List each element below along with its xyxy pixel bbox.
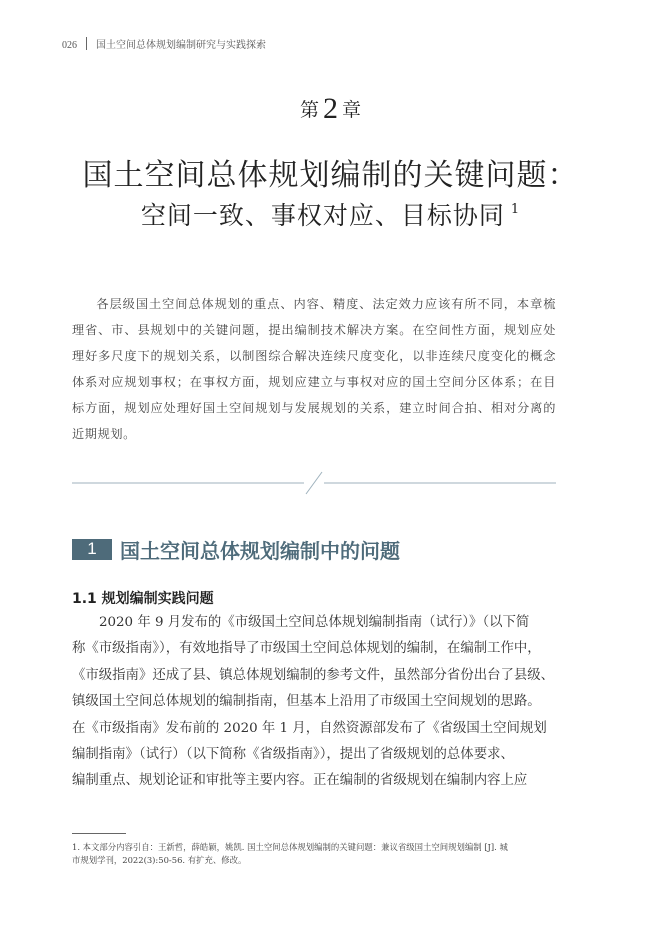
- body-line: 称《市级指南》），有效地指导了市级国土空间总体规划的编制，在编制工作中，: [72, 641, 541, 657]
- book-title: 国土空间总体规划编制研究与实践探索: [96, 40, 266, 51]
- header-separator: [86, 37, 87, 50]
- body-line: 在《市级指南》发布前的 2020 年 1 月，自然资源部发布了《省级国土空间规划: [72, 720, 547, 736]
- body-line: 2020 年 9 月发布的《市级国土空间总体规划编制指南（试行）》（以下简: [99, 615, 530, 630]
- body-paragraph: [72, 610, 558, 795]
- body-line: 编制指南》（试行）（以下简称《省级指南》），提出了省级规划的总体要求、: [72, 746, 514, 762]
- section-title: 国土空间总体规划编制中的问题: [120, 539, 400, 563]
- chapter-prefix: 第: [299, 99, 319, 121]
- chapter-abstract: 各层级国土空间总体规划的重点、内容、精度、法定效力应该有所不同，本章梳理省、市、县规划中的关键问题，提出编制技术解决方案。在空间性方面，规划应处理好多尺度下的规划关系，以制图综合解决连续尺度变化，以非连续尺度变化的概念体系对应规划事权；在事权方面，规划应建立与事权对应的国土空间分区体系；在目标方面，规划应处理好国土空间规划与发展规划的关系，建立时间合拍、相对分离的近期规划。: [72, 297, 556, 441]
- body-line: 镇级国土空间总体规划的编制指南，但基本上沿用了市级国土空间规划的思路。: [72, 694, 541, 710]
- chapter-number: 2: [323, 92, 338, 125]
- running-header: [62, 36, 266, 51]
- page-number: 026: [62, 40, 77, 51]
- body-line: 编制重点、规划论证和审批等主要内容。正在编制的省级规划在编制内容上应: [72, 773, 528, 789]
- chapter-label: [0, 92, 661, 126]
- section-number: 1: [87, 539, 97, 558]
- footnote: [72, 841, 558, 867]
- divider-line: [72, 470, 556, 496]
- chapter-suffix: 章: [342, 99, 362, 121]
- chapter-subtitle: [0, 196, 661, 232]
- chapter-subtitle-text: 空间一致、事权对应、目标协同: [140, 201, 505, 230]
- footnote-line: 市规划学刊，2022(3):50-56. 有扩充、修改。: [72, 855, 247, 865]
- footnote-line: 1. 本文部分内容引自：王新哲，薛皓颖，姚凯. 国土空间总体规划编制的关键问题：兼议省级国土空间规划编制 [J]. 城: [72, 842, 508, 852]
- body-line: 《市级指南》还成了县、镇总体规划编制的参考文件，虽然部分省份出台了县级、: [72, 667, 555, 683]
- footnote-marker[interactable]: 1: [510, 202, 521, 217]
- subsection-title: 1.1 规划编制实践问题: [72, 591, 214, 607]
- footnote-rule: [72, 833, 126, 834]
- chapter-title: 国土空间总体规划编制的关键问题：: [82, 158, 579, 193]
